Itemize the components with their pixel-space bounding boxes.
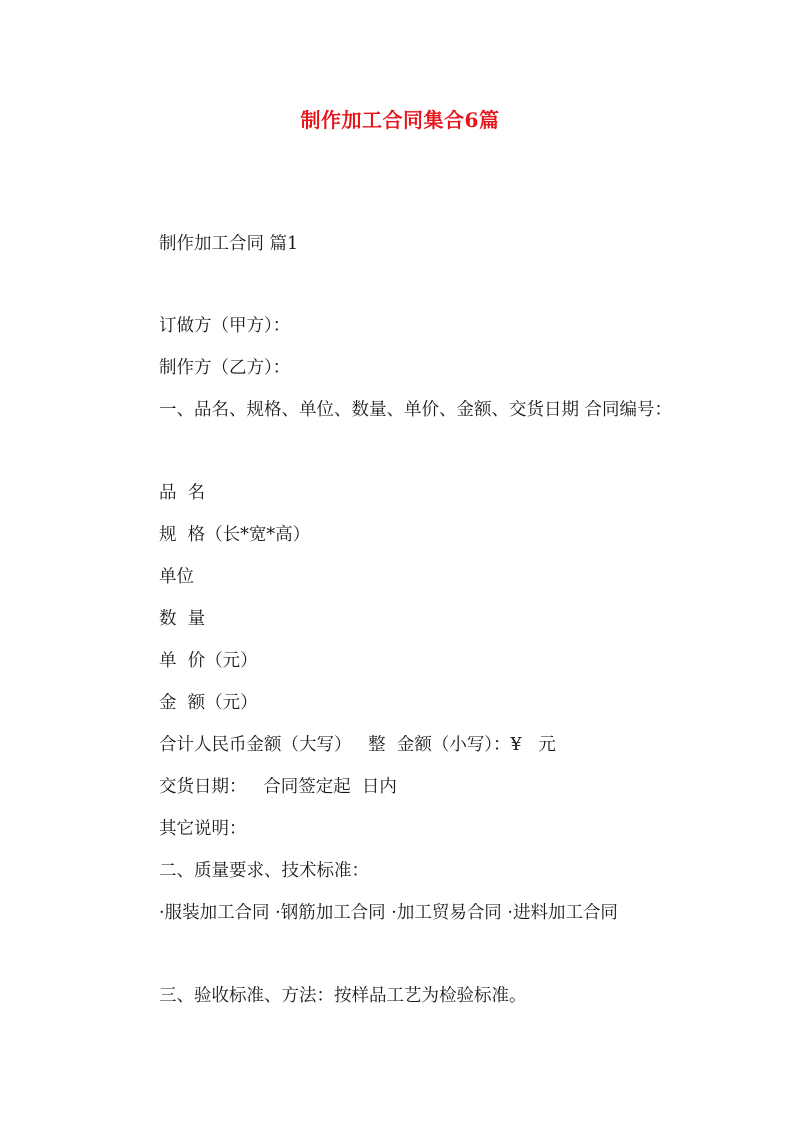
paragraph-clause-3: 三、验收标准、方法：按样品工艺为检验标准。 <box>159 986 527 1006</box>
document-title: 制作加工合同集合6篇 <box>300 108 500 132</box>
paragraph-orderer: 订做方（甲方）： <box>159 316 291 336</box>
field-total-amount: 合计人民币金额（大写） 整 金额（小写）：¥ 元 <box>159 735 556 755</box>
field-product-name: 品 名 <box>159 483 206 503</box>
field-unit: 单位 <box>159 567 194 587</box>
field-specification: 规 格（长*宽*高） <box>159 525 311 545</box>
field-quantity: 数 量 <box>159 609 206 629</box>
paragraph-maker: 制作方（乙方）： <box>159 358 291 378</box>
field-delivery-date: 交货日期： 合同签定起 日内 <box>159 777 397 797</box>
paragraph-clause-1: 一、品名、规格、单位、数量、单价、金额、交货日期 合同编号： <box>159 400 673 420</box>
section-heading: 制作加工合同 篇1 <box>159 234 299 254</box>
paragraph-clause-2: 二、质量要求、技术标准： <box>159 861 369 881</box>
field-amount: 金 额（元） <box>159 693 258 713</box>
field-unit-price: 单 价（元） <box>159 651 258 671</box>
paragraph-related-links: ·服装加工合同 ·钢筋加工合同 ·加工贸易合同 ·进料加工合同 <box>159 903 618 923</box>
field-other-notes: 其它说明： <box>159 819 247 839</box>
